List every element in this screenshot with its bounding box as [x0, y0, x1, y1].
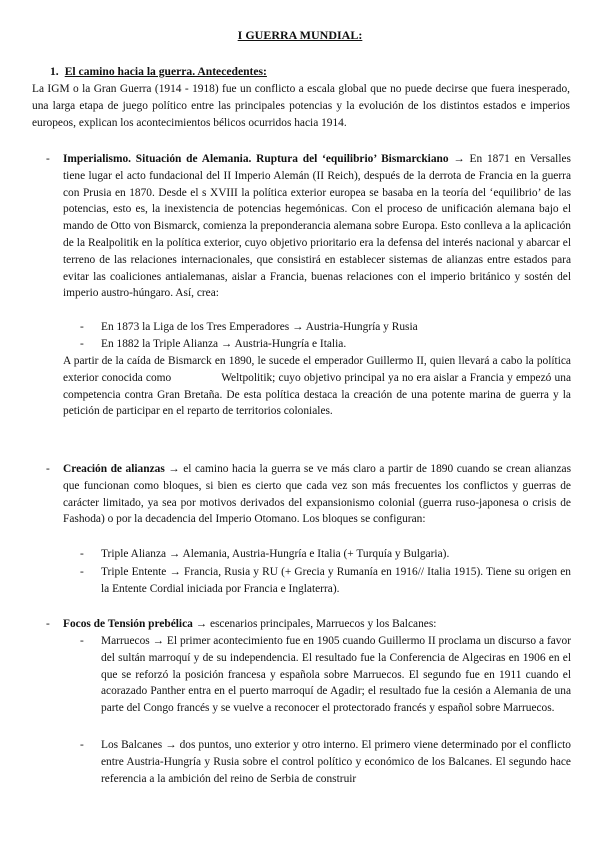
subitem-dash: -	[80, 635, 84, 647]
subitem-dash: -	[80, 548, 84, 560]
subitem-text: En 1873 la Liga de los Tres Emperadores → Austria-Hungría y Rusia	[101, 321, 418, 333]
subitem-text: Triple Alianza → Alemania, Austria-Hungría e Italia (+ Turquía y Bulgaria).	[101, 548, 450, 560]
weltpolitik-text-a: A partir de la caída de Bismarck en 1890, le sucede el emperador Guillermo II, quien llevará a cabo la política exterior conocida como	[63, 355, 571, 384]
bullet-lead: Imperialismo. Situación de Alemania. Ruptura del ‘equilibrio’ Bismarckiano	[63, 153, 449, 165]
bullet-paragraph	[63, 151, 571, 302]
bullet-paragraph	[63, 461, 571, 528]
bullet-body: → escenarios principales, Marruecos y los Balcanes:	[192, 618, 437, 630]
bullet-body: → el camino hacia la guerra se ve más claro a partir de 1890 cuando se crean alianzas que funcionan como bloques, si bien es cierto que cada vez son más frecuentes los conflictos y guerras de carácter limitado, ya sea por motivos derivados del expansionismo colonial (guerra ruso-japonesa o crisis de Fashoda) o por la decadencia del Imperio Otomano. Los bloques se configuran:	[63, 463, 571, 526]
bullet-lead: Focos de Tensión prebélica	[63, 618, 193, 630]
subitem-text: Marruecos → El primer acontecimiento fue en 1905 cuando Guillermo II proclama un discurso a favor del sultán marroquí y de su independencia. El resultado fue la Conferencia de Algeciras en 1906 en el que se reforzó la posición francesa y española sobre Marruecos. El segundo fue en 1911 cuando el acorazado Panther entra en el puerto marroquí de Agadir; el resultado fue la cesión a Alemania de una parte del Congo francés y se vuelve a reconocer el protectorado francés y español sobre Marruecos.	[101, 635, 571, 715]
document-title: I GUERRA MUNDIAL:	[237, 28, 363, 42]
subitem-text: Los Balcanes → dos puntos, uno exterior y otro interno. El primero viene determinado por el conflicto entre Austria-Hungría y Rusia sobre el control político y económico de los Balcanes. El segundo hace referencia a la ambición del reino de Serbia de construir	[101, 739, 571, 785]
bullet-dash: -	[46, 618, 50, 630]
bullet-paragraph	[63, 616, 571, 633]
bullet-body: → En 1871 en Versalles tiene lugar el acto fundacional del II Imperio Alemán (II Reich), después de la derrota de Francia en la guerra con Prusia en 1870. Desde el s XVIII la política exterior europea se basaba en la teoría del ‘equilibrio’ de las potencias, esto es, la inexistencia de potencias hegemónicas. Con el proceso de unificación alemana bajo el mando de Otto von Bismarck, comienza la preponderancia alemana sobre Europa. Esto conlleva a la aplicación de la Realpolitik en la política exterior, cuyo objetivo prioritario era la defensa del interés nacional y abarcar el terreno de las relaciones internacionales, que consistirá en establecer sistemas de alianzas entre estados para evitar las coaliciones antialemanas, aislar a Francia, buenas relaciones con el imperio británico y sostén del imperio austro-húngaro. Así, crea:	[63, 153, 571, 300]
subitem-dash: -	[80, 321, 84, 333]
bullet-lead: Creación de alianzas	[63, 463, 165, 475]
subitem-dash: -	[80, 338, 84, 350]
section-number: 1.	[50, 65, 59, 78]
section-heading-text: El camino hacia la guerra. Antecedentes:	[64, 65, 267, 78]
subitem-text: Triple Entente → Francia, Rusia y RU (+ Grecia y Rumanía en 1916// Italia 1915). Tiene su origen en la Entente Cordial iniciada por Francia e Inglaterra).	[101, 566, 571, 595]
intro-paragraph: La IGM o la Gran Guerra (1914 - 1918) fue un conflicto a escala global que no puede decirse que fuera inesperado, una larga etapa de juego político entre las principales potencias y la evolución de los distintos estados e imperios europeos, explican los acontecimientos bélicos ocurridos hacia 1914.	[32, 83, 570, 129]
weltpolitik-paragraph	[63, 353, 571, 420]
subitem-dash: -	[80, 566, 84, 578]
bullet-dash: -	[46, 153, 50, 165]
weltpolitik-text-b: Weltpolitik; cuyo objetivo principal ya no era aislar a Francia y empezó una competencia contra Gran Bretaña. De esta política destaca la creación de una potente marina de guerra y la petición de participar en el reparto de territorios coloniales.	[63, 371, 571, 418]
section-heading	[50, 64, 267, 81]
subitem-text: En 1882 la Triple Alianza → Austria-Hungría e Italia.	[101, 338, 347, 350]
subitem-dash: -	[80, 739, 84, 751]
bullet-dash: -	[46, 463, 50, 475]
